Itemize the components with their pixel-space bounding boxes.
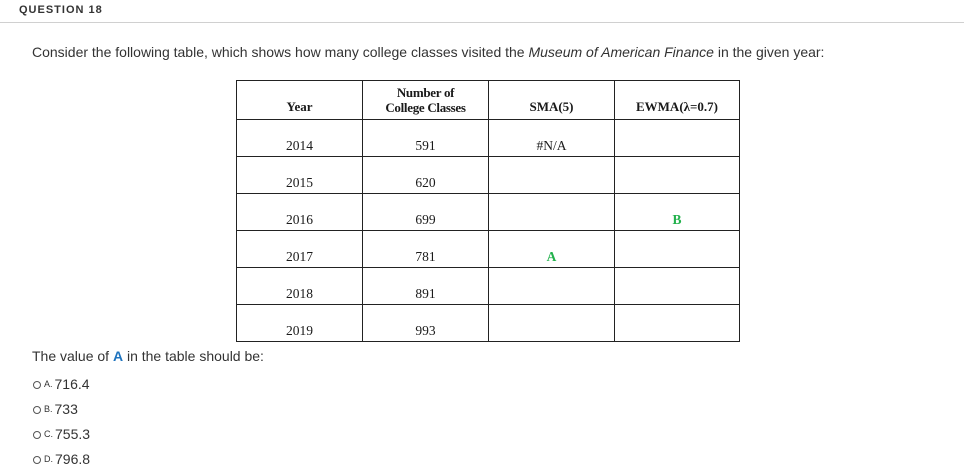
header-college-classes <box>363 81 489 120</box>
cell-sma <box>489 268 615 305</box>
radio-button-icon[interactable] <box>33 456 41 464</box>
option-value: 796.8 <box>55 450 91 467</box>
cell-sma: #N/A <box>489 120 615 157</box>
question-stem <box>32 348 264 364</box>
option-letter: A. <box>44 378 53 389</box>
radio-button-icon[interactable] <box>33 431 41 439</box>
cell-ewma <box>615 120 740 157</box>
option-b[interactable] <box>33 396 90 421</box>
cell-year: 2014 <box>237 120 363 157</box>
table-row <box>237 157 740 194</box>
cell-classes: 591 <box>363 120 489 157</box>
cell-ewma <box>615 305 740 342</box>
prompt-text-before: Consider the following table, which shows how many college classes visited the <box>32 44 529 60</box>
cell-year: 2017 <box>237 231 363 268</box>
option-letter: C. <box>44 428 53 439</box>
cell-sma <box>489 194 615 231</box>
cell-classes: 891 <box>363 268 489 305</box>
option-value: 755.3 <box>55 425 91 442</box>
option-value: 716.4 <box>54 375 90 392</box>
table-row <box>237 268 740 305</box>
cell-classes: 699 <box>363 194 489 231</box>
cell-classes: 620 <box>363 157 489 194</box>
answer-options <box>33 371 90 471</box>
table-row <box>237 305 740 342</box>
header-classes-line1: Number of <box>396 85 455 100</box>
cell-sma-marker-a: A <box>489 231 615 268</box>
option-value: 733 <box>54 400 78 417</box>
table-row <box>237 120 740 157</box>
prompt-text-italic: Museum of American Finance <box>528 44 714 60</box>
option-d[interactable] <box>33 446 90 471</box>
header-sma: SMA(5) <box>489 81 615 120</box>
cell-ewma <box>615 268 740 305</box>
radio-button-icon[interactable] <box>33 406 41 414</box>
cell-ewma <box>615 231 740 268</box>
table-row <box>237 231 740 268</box>
stem-text-after: in the table should be: <box>123 348 264 364</box>
table-row <box>237 194 740 231</box>
cell-year: 2018 <box>237 268 363 305</box>
header-classes-line2: College Classes <box>385 100 466 115</box>
cell-classes: 993 <box>363 305 489 342</box>
cell-classes: 781 <box>363 231 489 268</box>
table-header-row <box>237 81 740 120</box>
option-c[interactable] <box>33 421 90 446</box>
header-ewma: EWMA(λ=0.7) <box>615 81 740 120</box>
cell-year: 2015 <box>237 157 363 194</box>
cell-ewma <box>615 157 740 194</box>
option-letter: D. <box>44 453 53 464</box>
cell-year: 2016 <box>237 194 363 231</box>
header-year: Year <box>237 81 363 120</box>
stem-text-before: The value of <box>32 348 113 364</box>
radio-button-icon[interactable] <box>33 381 41 389</box>
cell-year: 2019 <box>237 305 363 342</box>
question-number: QUESTION 18 <box>19 4 103 16</box>
data-table <box>236 80 740 342</box>
cell-ewma-marker-b: B <box>615 194 740 231</box>
cell-sma <box>489 157 615 194</box>
prompt-text-after: in the given year: <box>713 44 825 60</box>
stem-accent-letter: A <box>112 348 124 364</box>
option-a[interactable] <box>33 371 90 396</box>
cell-sma <box>489 305 615 342</box>
question-prompt <box>32 44 824 60</box>
header-divider <box>0 22 964 23</box>
option-letter: B. <box>44 403 53 414</box>
